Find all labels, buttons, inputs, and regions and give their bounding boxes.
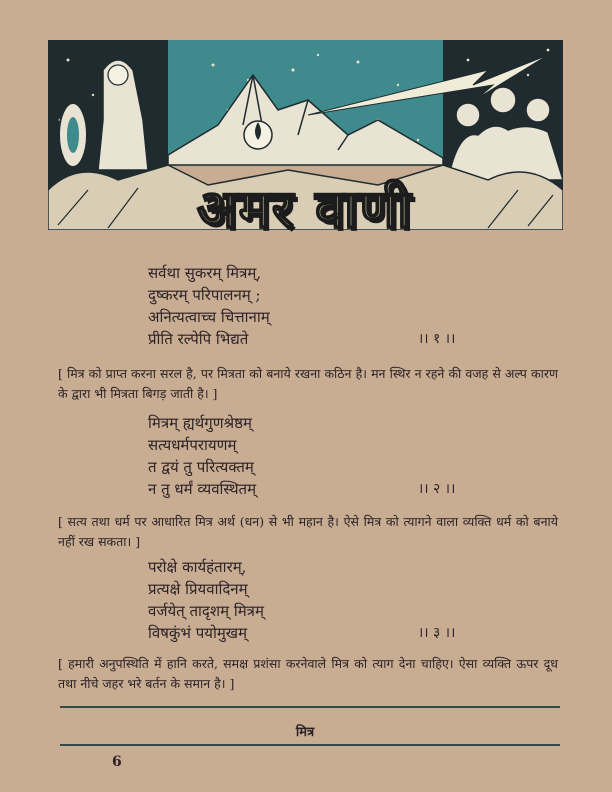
footer-rule-bottom <box>60 744 560 746</box>
verse-1 <box>148 262 478 350</box>
verse-line: मित्रम् ह्यर्थगुणश्रेष्ठम् <box>148 414 252 432</box>
verse-line <box>148 478 478 500</box>
verse-meaning: [ मित्र को प्राप्त करना सरल है, पर मित्रता को बनाये रखना कठिन है। मन स्थिर न रहने की वजह से अल्प कारण के द्वारा भी मित्रता बिगड़ जाती है। ] <box>58 366 558 401</box>
verse-line-text: प्रीति रल्पेपि भिद्यते <box>148 330 249 348</box>
verse-meaning: [ सत्य तथा धर्म पर आधारित मित्र अर्थ (धन) से भी महान है। ऐसे मित्र को त्यागने वाला व्यक्ति धर्म को बनाये नहीं रख सकता। ] <box>58 514 558 549</box>
verse-line: त द्वयं तु परित्यक्तम् <box>148 458 254 476</box>
footer-rule-top <box>60 706 560 708</box>
verse-line: सत्यधर्मपरायणम् <box>148 436 237 454</box>
page-title: अमर वाणी <box>197 180 413 240</box>
verse-line-text: न तु धर्मं व्यवस्थितम् <box>148 480 257 498</box>
page-number: 6 <box>112 754 122 770</box>
verse-line: अनित्यत्वाच्च चित्तानाम् <box>148 308 270 326</box>
verse-line: वर्जयेत् तादृशम् मित्रम् <box>148 602 264 620</box>
verse-number: ।। १ ।। <box>418 331 456 347</box>
magazine-name: मित्र <box>295 725 315 740</box>
verse-line <box>148 622 478 644</box>
verse-line: दुष्करम् परिपालनम् ; <box>148 286 261 304</box>
verse-line: प्रत्यक्षे प्रियवादिनम् <box>148 580 248 598</box>
verse-3 <box>148 556 478 644</box>
verse-number: ।। ३ ।। <box>418 625 456 641</box>
verse-line-text: विषकुंभं पयोमुखम् <box>148 624 248 642</box>
verse-2 <box>148 412 478 500</box>
verse-line <box>148 328 478 350</box>
verse-line: परोक्षे कार्यहंतारम्, <box>148 558 247 576</box>
verse-line: सर्वथा सुकरम् मित्रम्, <box>148 264 262 282</box>
verse-meaning: [ हमारी अनुपस्थिति में हानि करते, समक्ष प्रशंसा करनेवाले मित्र को त्याग देना चाहिए। ऐसा व्यक्ति ऊपर दूध तथा नीचे जहर भरे बर्तन के समान है। ] <box>58 656 558 691</box>
verse-number: ।। २ ।। <box>418 481 456 497</box>
